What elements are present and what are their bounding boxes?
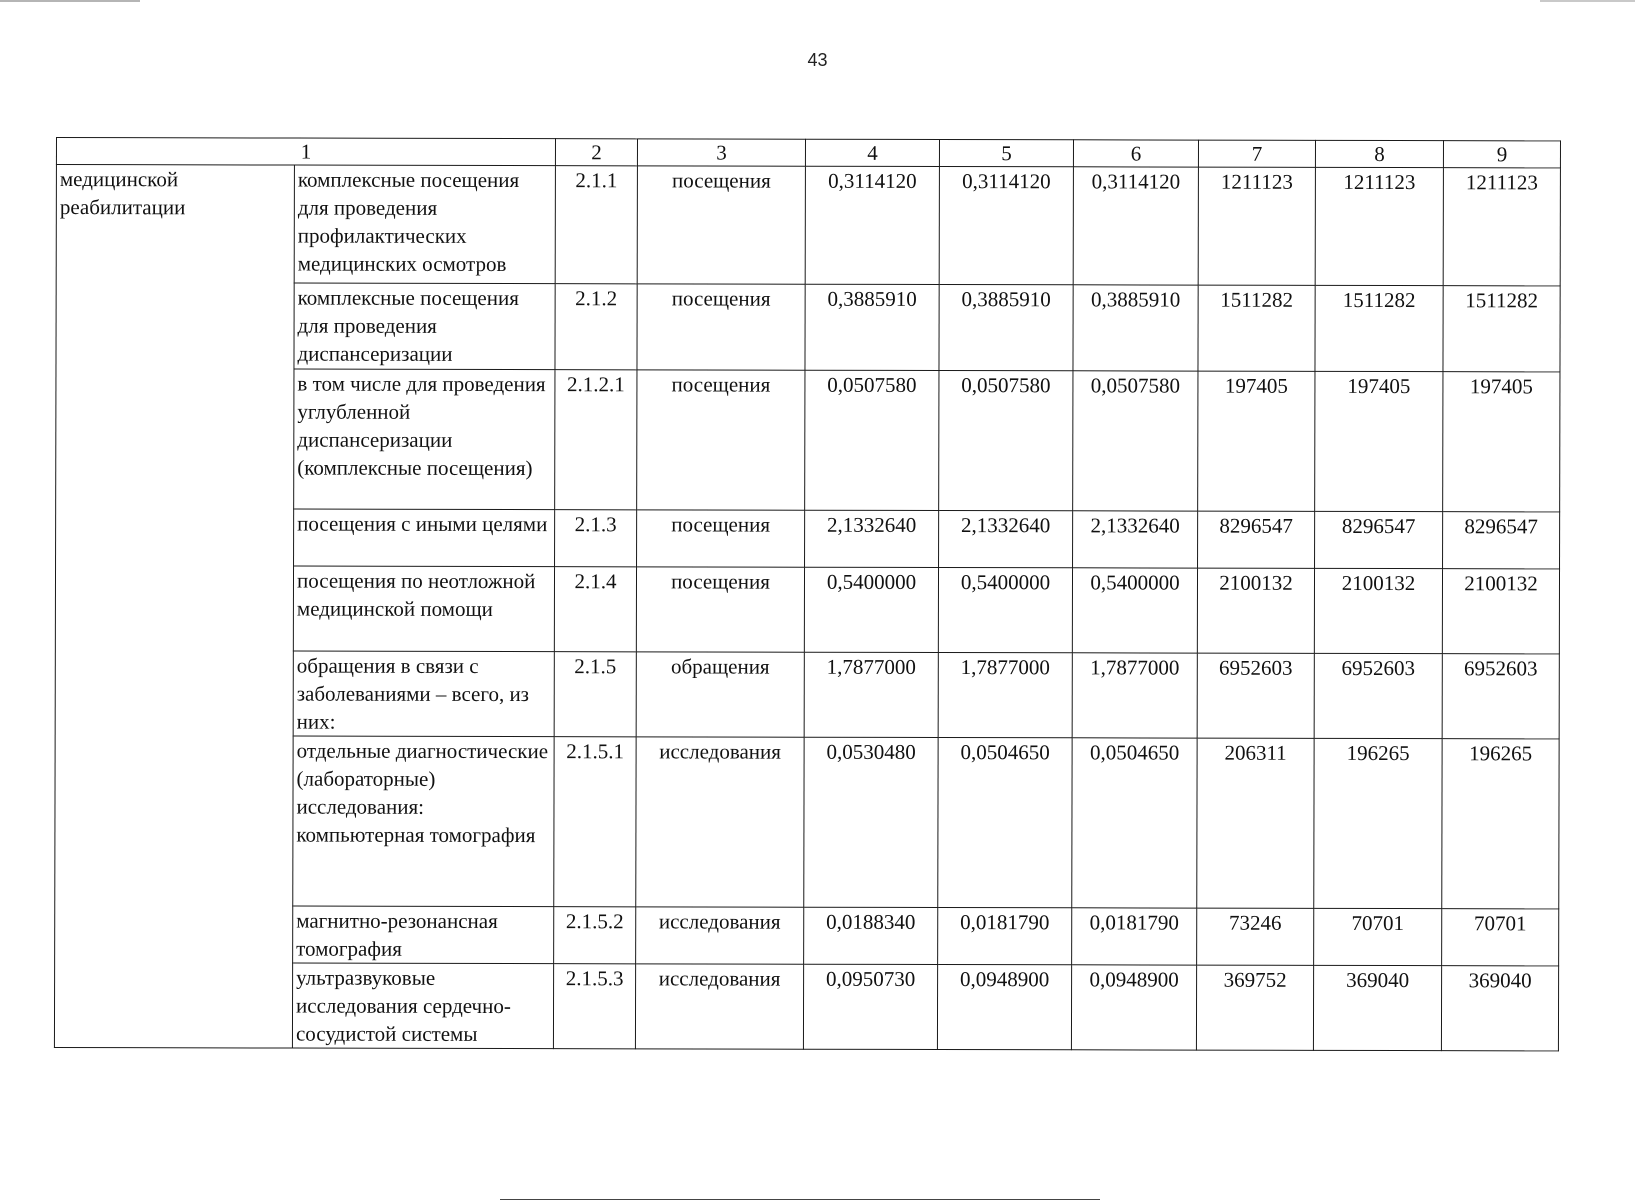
row-value-8: 197405 xyxy=(1315,371,1443,511)
row-value-5: 0,0507580 xyxy=(939,371,1073,511)
row-value-9: 1511282 xyxy=(1443,286,1560,372)
row-value-9: 196265 xyxy=(1442,739,1559,909)
row-value-6: 0,5400000 xyxy=(1072,568,1197,653)
row-code: 2.1.3 xyxy=(555,510,637,567)
row-name: магнитно-резонансная томография xyxy=(293,906,554,964)
header-row xyxy=(56,138,1560,168)
column-header: 7 xyxy=(1198,140,1315,167)
scan-edge xyxy=(0,0,1635,2)
row-code: 2.1.1 xyxy=(555,166,637,284)
row-value-6: 0,3885910 xyxy=(1073,285,1198,371)
column-header: 4 xyxy=(805,139,939,166)
row-code: 2.1.4 xyxy=(554,567,636,652)
row-unit: посещения xyxy=(637,284,805,370)
row-name: в том числе для проведения углубленной диспансеризации (комплексные посещения) xyxy=(294,369,555,510)
row-value-4: 0,0507580 xyxy=(805,370,939,510)
row-value-4: 0,5400000 xyxy=(804,567,938,652)
row-value-7: 2100132 xyxy=(1197,568,1314,653)
row-unit: посещения xyxy=(636,567,804,652)
row-code: 2.1.5.3 xyxy=(553,964,635,1049)
row-code: 2.1.5.1 xyxy=(554,737,636,907)
column-header: 2 xyxy=(555,139,637,166)
row-value-9: 197405 xyxy=(1443,372,1560,512)
row-unit: исследования xyxy=(635,964,803,1049)
row-code: 2.1.2.1 xyxy=(555,370,637,510)
row-value-6: 0,3114120 xyxy=(1073,167,1198,285)
column-header: 8 xyxy=(1315,140,1443,167)
row-value-6: 0,0948900 xyxy=(1071,965,1196,1050)
row-value-4: 0,0950730 xyxy=(803,964,937,1049)
column-header: 6 xyxy=(1073,140,1198,167)
page-number: 43 xyxy=(807,50,828,70)
row-value-5: 0,0181790 xyxy=(938,908,1072,965)
row-name: комплексные посещения для проведения диспансеризации xyxy=(294,283,555,370)
row-value-9: 8296547 xyxy=(1443,512,1560,569)
row-value-5: 1,7877000 xyxy=(938,653,1072,738)
row-name: обращения в связи с заболеваниями – всего, из них: xyxy=(293,651,554,737)
row-value-7: 369752 xyxy=(1196,965,1313,1050)
row-value-4: 0,3114120 xyxy=(805,166,939,284)
row-unit: посещения xyxy=(637,166,805,284)
column-header: 1 xyxy=(56,138,555,166)
table-container xyxy=(54,137,1560,1051)
row-value-5: 0,0948900 xyxy=(937,965,1071,1050)
row-name: отдельные диагностические (лабораторные) исследования: компьютерная томография xyxy=(293,736,554,907)
row-value-7: 6952603 xyxy=(1197,653,1314,738)
column-header: 3 xyxy=(637,139,805,166)
row-code: 2.1.5.2 xyxy=(554,907,636,964)
row-value-7: 8296547 xyxy=(1198,511,1315,568)
row-value-9: 2100132 xyxy=(1442,569,1559,654)
row-code: 2.1.2 xyxy=(555,284,637,370)
row-name: посещения с иными целями xyxy=(294,509,555,567)
row-value-9: 70701 xyxy=(1442,909,1559,966)
row-value-8: 8296547 xyxy=(1315,511,1443,568)
row-value-4: 0,0530480 xyxy=(804,737,938,907)
category-cell: медицинской реабилитации xyxy=(54,165,294,1049)
row-value-9: 6952603 xyxy=(1442,654,1559,739)
row-value-7: 197405 xyxy=(1198,371,1315,511)
row-unit: исследования xyxy=(636,737,804,907)
row-value-8: 70701 xyxy=(1314,908,1442,965)
table-row xyxy=(56,165,1560,286)
row-value-5: 0,0504650 xyxy=(938,738,1072,908)
row-unit: обращения xyxy=(636,652,804,737)
row-unit: посещения xyxy=(637,510,805,567)
row-value-7: 73246 xyxy=(1197,908,1314,965)
row-value-6: 0,0507580 xyxy=(1073,371,1198,511)
row-value-9: 369040 xyxy=(1441,966,1558,1051)
column-header: 9 xyxy=(1443,141,1560,168)
row-code: 2.1.5 xyxy=(554,652,636,737)
column-header: 5 xyxy=(939,140,1073,167)
row-value-4: 0,0188340 xyxy=(804,907,938,964)
row-value-8: 1511282 xyxy=(1315,285,1443,371)
row-name: ультразвуковые исследования сердечно-сосудистой системы xyxy=(292,963,553,1049)
row-value-8: 6952603 xyxy=(1314,653,1442,738)
row-value-8: 1211123 xyxy=(1315,167,1443,285)
row-value-6: 2,1332640 xyxy=(1073,511,1198,568)
row-value-4: 2,1332640 xyxy=(805,510,939,567)
row-value-6: 0,0504650 xyxy=(1072,738,1197,908)
row-value-6: 1,7877000 xyxy=(1072,653,1197,738)
row-value-8: 2100132 xyxy=(1314,568,1442,653)
row-value-5: 0,5400000 xyxy=(938,568,1072,653)
row-value-8: 369040 xyxy=(1313,965,1441,1050)
row-name: посещения по неотложной медицинской помощи xyxy=(293,566,554,652)
row-value-5: 0,3114120 xyxy=(939,167,1073,285)
row-value-4: 1,7877000 xyxy=(804,652,938,737)
row-value-5: 2,1332640 xyxy=(939,511,1073,568)
row-value-6: 0,0181790 xyxy=(1072,908,1197,965)
row-value-7: 206311 xyxy=(1197,738,1314,908)
row-value-8: 196265 xyxy=(1314,738,1442,908)
row-unit: исследования xyxy=(636,907,804,964)
row-value-5: 0,3885910 xyxy=(939,285,1073,371)
row-value-9: 1211123 xyxy=(1443,168,1560,286)
row-value-7: 1211123 xyxy=(1198,167,1315,285)
row-unit: посещения xyxy=(637,370,805,510)
row-name: комплексные посещения для проведения профилактических медицинских осмотров xyxy=(294,165,555,284)
row-value-4: 0,3885910 xyxy=(805,284,939,370)
data-table xyxy=(54,137,1561,1051)
row-value-7: 1511282 xyxy=(1198,285,1315,371)
